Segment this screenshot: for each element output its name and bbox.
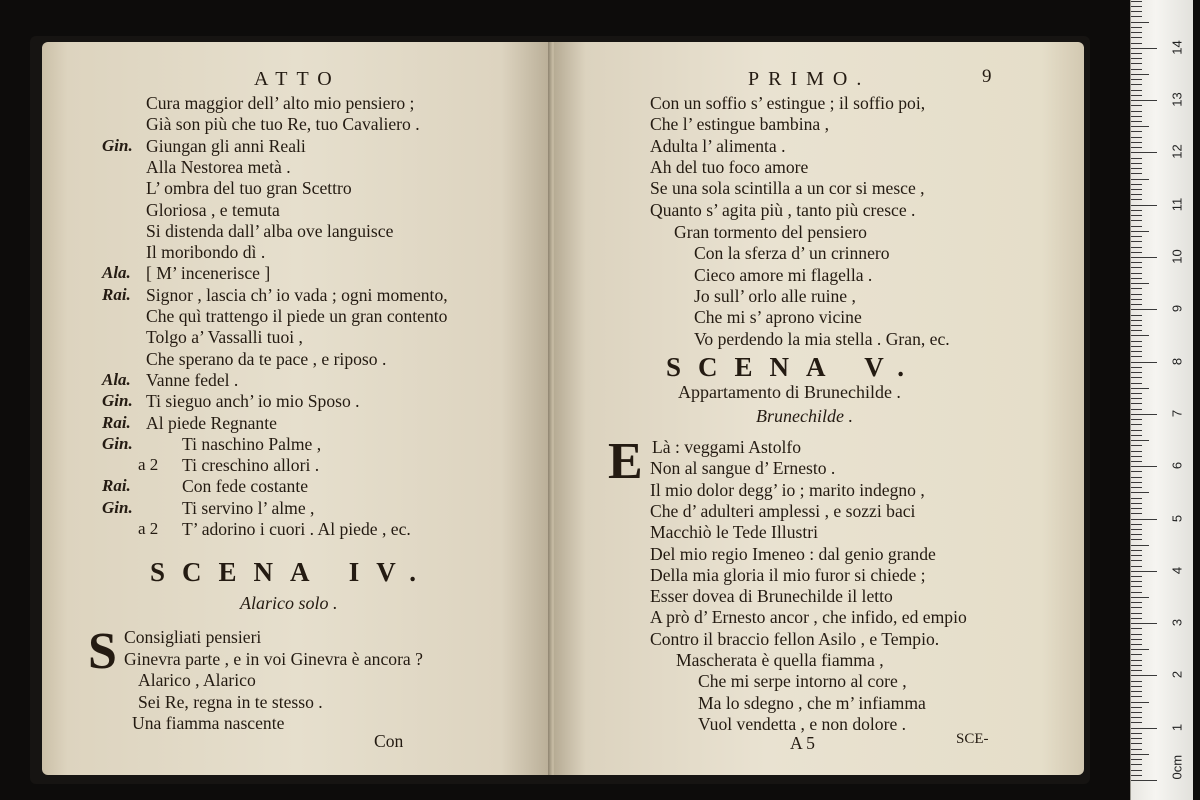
ruler-number: 8 (1169, 357, 1185, 365)
speaker-tag: a 2 (138, 455, 159, 475)
ruler-number: 2 (1169, 671, 1185, 679)
verse-line: A prò d’ Ernesto ancor , che infido, ed empio (650, 607, 967, 628)
aria-line: Con la sferza d’ un crinnero (694, 243, 890, 264)
ruler-tick (1131, 377, 1142, 378)
verse-line: Ginevra parte , e in voi Ginevra è ancora ? (124, 648, 423, 669)
ruler-tick (1131, 257, 1157, 258)
ruler-tick (1131, 775, 1142, 776)
verse-line: T’ adorino i cuori . Al piede , ec. (182, 519, 411, 539)
scene-character-alarico: Alarico solo . (240, 593, 338, 613)
ruler-tick (1131, 754, 1149, 755)
ruler-tick (1131, 58, 1142, 59)
ruler-tick (1131, 586, 1142, 587)
ruler-tick (1131, 414, 1157, 415)
ruler-tick (1131, 581, 1142, 582)
ruler-tick (1131, 618, 1142, 619)
ruler-tick (1131, 681, 1142, 682)
ruler-tick (1131, 639, 1142, 640)
ruler-tick (1131, 210, 1142, 211)
ruler-tick (1131, 534, 1142, 535)
ruler-tick (1131, 95, 1142, 96)
ruler-tick (1131, 529, 1142, 530)
ruler-tick (1131, 194, 1142, 195)
ruler-number: 1 (1169, 723, 1185, 731)
verse-line: Esser dovea di Brunechilde il letto (650, 586, 893, 607)
ruler-tick (1131, 74, 1149, 75)
ruler-tick (1131, 759, 1142, 760)
ruler-tick (1131, 550, 1142, 551)
verse-line: Della mia gloria il mio furor si chiede ; (650, 564, 926, 585)
ruler-tick (1131, 602, 1142, 603)
ruler-tick (1131, 48, 1157, 49)
ruler-tick (1131, 477, 1142, 478)
speaker-tag: Gin. (102, 497, 133, 517)
ruler-tick (1131, 487, 1142, 488)
ruler-tick (1131, 231, 1149, 232)
verse-line: Alarico , Alarico (138, 670, 256, 690)
ruler-tick (1131, 393, 1142, 394)
ruler-tick (1131, 90, 1142, 91)
ruler-tick (1131, 451, 1142, 452)
verse-line: Una fiamma nascente (132, 713, 285, 733)
ruler-tick (1131, 424, 1142, 425)
speaker-tag: Rai. (102, 284, 131, 304)
ruler-tick (1131, 644, 1142, 645)
ruler-tick (1131, 116, 1142, 117)
ruler-tick (1131, 665, 1142, 666)
ruler-tick (1131, 660, 1142, 661)
verse-line: Già son più che tuo Re, tuo Cavaliero . (146, 114, 420, 135)
speaker-tag: Ala. (102, 369, 131, 389)
ruler-number: 9 (1169, 305, 1185, 313)
verse-line: Del mio regio Imeneo : dal genio grande (650, 543, 936, 564)
aria-line: Che mi s’ aprono vicine (694, 307, 862, 328)
ruler-tick (1131, 126, 1149, 127)
ruler-tick (1131, 749, 1142, 750)
ruler-tick (1131, 435, 1142, 436)
ruler-tick (1131, 440, 1149, 441)
verse-line: Consigliati pensieri (124, 627, 262, 647)
ruler-tick (1131, 278, 1142, 279)
ruler-tick (1131, 351, 1142, 352)
ruler-number: 5 (1169, 514, 1185, 522)
ruler-tick (1131, 403, 1142, 404)
verse-line: Ti sieguo anch’ io mio Sposo . (146, 391, 360, 412)
verse-line: Con fede costante (182, 476, 309, 497)
ruler-tick (1131, 712, 1142, 713)
ruler-tick (1131, 168, 1142, 169)
ruler-tick (1131, 503, 1142, 504)
ruler-tick (1131, 560, 1142, 561)
verse-line: Vanne fedel . (146, 369, 239, 390)
ruler-tick (1131, 11, 1142, 12)
ruler-tick (1131, 346, 1142, 347)
ruler-tick (1131, 675, 1157, 676)
ruler-tick (1131, 137, 1142, 138)
ruler-tick (1131, 764, 1142, 765)
ruler-tick (1131, 84, 1142, 85)
ruler-tick (1131, 461, 1142, 462)
ruler-tick (1131, 691, 1142, 692)
aria-line: Jo sull’ orlo alle ruine , (694, 285, 856, 306)
ruler-tick (1131, 304, 1142, 305)
ruler-tick (1131, 686, 1142, 687)
ruler-tick (1131, 372, 1142, 373)
ruler-tick (1131, 592, 1142, 593)
verse-line: Gloriosa , e temuta (146, 199, 280, 220)
ruler-tick (1131, 780, 1157, 781)
ruler-tick (1131, 492, 1149, 493)
verse-line: Se una sola scintilla a un cor si mesce , (650, 178, 925, 199)
ruler-tick (1131, 770, 1142, 771)
ruler-tick (1131, 199, 1142, 200)
verse-line: Ah del tuo foco amore (650, 156, 809, 177)
ruler-tick (1131, 27, 1142, 28)
ruler-number: 3 (1169, 618, 1185, 627)
verse-line: L’ ombra del tuo gran Scettro (146, 178, 352, 199)
verse-line: Che l’ estingue bambina , (650, 114, 829, 135)
ruler-tick (1131, 571, 1157, 572)
ruler-tick (1131, 100, 1157, 101)
ruler-number: 10 (1169, 249, 1185, 264)
verse-line: Cura maggior dell’ alto mio pensiero ; (146, 93, 415, 113)
ruler-tick (1131, 152, 1157, 153)
speaker-tag: Rai. (102, 412, 131, 432)
signature-mark: A 5 (790, 733, 815, 753)
ruler-tick (1131, 6, 1142, 7)
ruler-tick (1131, 634, 1142, 635)
verse-line: Signor , lascia ch’ io vada ; ogni momento, (146, 284, 448, 305)
right-page (554, 42, 1084, 775)
ruler-tick (1131, 670, 1142, 671)
ruler-tick (1131, 623, 1157, 624)
ruler-tick (1131, 367, 1142, 368)
scene-character-brunechilde: Brunechilde . (756, 406, 853, 426)
ruler-tick (1131, 456, 1142, 457)
measuring-ruler (1130, 0, 1193, 800)
ruler-tick (1131, 79, 1142, 80)
ruler-tick (1131, 299, 1142, 300)
ruler-tick (1131, 262, 1142, 263)
ruler-tick (1131, 294, 1142, 295)
verse-line: Mascherata è quella fiamma , (676, 650, 884, 670)
ruler-tick (1131, 738, 1142, 739)
ruler-tick (1131, 597, 1149, 598)
verse-line: Vuol vendetta , e non dolore . (698, 713, 907, 734)
speaker-tag: Ala. (102, 263, 131, 283)
ruler-tick (1131, 539, 1142, 540)
ruler-number: 4 (1169, 566, 1185, 574)
ruler-tick (1131, 707, 1142, 708)
ruler-tick (1131, 226, 1142, 227)
ruler-tick (1131, 309, 1157, 310)
ruler-number: 13 (1169, 92, 1185, 107)
drop-cap-e: E (608, 433, 643, 490)
ruler-tick (1131, 53, 1142, 54)
ruler-tick (1131, 524, 1142, 525)
verse-line: Che sperano da te pace , e riposo . (146, 348, 387, 369)
ruler-tick (1131, 330, 1142, 331)
ruler-tick (1131, 513, 1142, 514)
scene-place: Appartamento di Brunechilde . (678, 382, 901, 402)
ruler-tick (1131, 566, 1142, 567)
ruler-tick (1131, 158, 1142, 159)
verse-line: Adulta l’ alimenta . (650, 135, 786, 156)
verse-line: Ma lo sdegno , che m’ infiamma (698, 692, 926, 713)
verse-line: Là : veggami Astolfo (652, 437, 802, 457)
verse-line: Che quì trattengo il piede un gran contento (146, 306, 448, 326)
ruler-tick (1131, 482, 1142, 483)
ruler-tick (1131, 1, 1142, 2)
ruler-tick (1131, 220, 1142, 221)
ruler-tick (1131, 728, 1157, 729)
ruler-tick (1131, 131, 1142, 132)
ruler-tick (1131, 508, 1142, 509)
ruler-tick (1131, 121, 1142, 122)
ruler-tick (1131, 241, 1142, 242)
catchword-left: Con (374, 731, 404, 751)
verse-line: Non al sangue d’ Ernesto . (650, 458, 836, 479)
ruler-tick (1131, 335, 1149, 336)
ruler-number: 14 (1169, 40, 1185, 55)
ruler-tick (1131, 63, 1142, 64)
ruler-tick (1131, 498, 1142, 499)
ruler-tick (1131, 32, 1142, 33)
ruler-tick (1131, 283, 1149, 284)
ruler-tick (1131, 105, 1142, 106)
ruler-tick (1131, 398, 1142, 399)
aria-line: Gran tormento del pensiero (674, 222, 867, 242)
ruler-tick (1131, 419, 1142, 420)
ruler-tick (1131, 173, 1142, 174)
verse-line: [ M’ incenerisce ] (146, 263, 271, 284)
ruler-tick (1131, 16, 1142, 17)
ruler-tick (1131, 649, 1149, 650)
ruler-tick (1131, 654, 1142, 655)
verse-line: Ti creschino allori . (182, 455, 320, 476)
verse-line: Sei Re, regna in te stesso . (138, 691, 323, 712)
ruler-tick (1131, 628, 1142, 629)
speaker-tag: Gin. (102, 135, 133, 155)
ruler-tick (1131, 215, 1142, 216)
ruler-tick (1131, 163, 1142, 164)
ruler-tick (1131, 189, 1142, 190)
ruler-tick (1131, 362, 1157, 363)
ruler-tick (1131, 445, 1142, 446)
verse-line: Che d’ adulteri amplessi , e sozzi baci (650, 500, 916, 521)
ruler-tick (1131, 22, 1149, 23)
ruler-tick (1131, 722, 1142, 723)
ruler-tick (1131, 147, 1142, 148)
verse-line: Quanto s’ agita più , tanto più cresce . (650, 199, 916, 220)
verse-line: Macchiò le Tede Illustri (650, 522, 818, 543)
ruler-tick (1131, 69, 1142, 70)
ruler-tick (1131, 320, 1142, 321)
scene-heading-v: SCENA V. (666, 352, 922, 382)
verse-line: Giungan gli anni Reali (146, 135, 306, 156)
verse-line: Che mi serpe intorno al core , (698, 671, 907, 692)
verse-line: Il moribondo dì . (146, 242, 266, 263)
ruler-tick (1131, 388, 1149, 389)
ruler-number: 12 (1169, 144, 1185, 160)
ruler-tick (1131, 743, 1142, 744)
verse-line: Ti naschino Palme , (182, 433, 322, 454)
ruler-tick (1131, 545, 1149, 546)
ruler-tick (1131, 111, 1142, 112)
ruler-tick (1131, 607, 1142, 608)
ruler-tick (1131, 613, 1142, 614)
ruler-tick (1131, 733, 1142, 734)
running-head-right: PRIMO. (748, 68, 871, 90)
ruler-tick (1131, 236, 1142, 237)
verse-line: Con un soffio s’ estingue ; il soffio poi, (650, 93, 926, 113)
ruler-tick (1131, 179, 1149, 180)
ruler-tick (1131, 252, 1142, 253)
ruler-tick (1131, 288, 1142, 289)
catchword-right: SCE- (956, 731, 989, 747)
verse-line: Tolgo a’ Vassalli tuoi , (146, 327, 303, 348)
ruler-tick (1131, 717, 1142, 718)
verse-line: Al piede Regnante (146, 412, 277, 433)
verse-line: Il mio dolor degg’ io ; marito indegno , (650, 479, 925, 500)
ruler-tick (1131, 325, 1142, 326)
speaker-tag: Gin. (102, 433, 133, 453)
ruler-tick (1131, 696, 1142, 697)
verse-line: Ti servino l’ alme , (182, 497, 315, 518)
ruler-tick (1131, 519, 1157, 520)
speaker-tag: Rai. (102, 476, 131, 496)
ruler-tick (1131, 341, 1142, 342)
speaker-tag: a 2 (138, 519, 159, 538)
ruler-tick (1131, 205, 1157, 206)
ruler-tick (1131, 430, 1142, 431)
ruler-tick (1131, 273, 1142, 274)
ruler-number: 11 (1169, 197, 1185, 211)
ruler-tick (1131, 315, 1142, 316)
ruler-tick (1131, 576, 1142, 577)
scene-heading-iv: SCENA IV. (150, 557, 434, 587)
aria-line: Cieco amore mi flagella . (694, 264, 873, 285)
drop-cap-s: S (88, 623, 117, 680)
ruler-tick (1131, 37, 1142, 38)
verse-line: Contro il braccio fellon Asilo , e Tempio. (650, 628, 940, 649)
ruler-tick (1131, 702, 1149, 703)
running-head-left: ATTO (254, 68, 341, 90)
ruler-tick (1131, 247, 1142, 248)
verse-line: Si distenda dall’ alba ove languisce (146, 220, 394, 241)
speaker-tag: Gin. (102, 391, 133, 411)
aria-line: Vo perdendo la mia stella . Gran, ec. (694, 328, 950, 349)
ruler-tick (1131, 471, 1142, 472)
ruler-number: 0cm (1169, 754, 1185, 780)
verse-line: Alla Nestorea metà . (146, 156, 291, 177)
ruler-tick (1131, 466, 1157, 467)
ruler-tick (1131, 555, 1142, 556)
ruler-tick (1131, 383, 1142, 384)
ruler-number: 6 (1169, 462, 1185, 470)
ruler-number: 7 (1169, 409, 1185, 418)
ruler-tick (1131, 142, 1142, 143)
left-page (42, 42, 552, 775)
ruler-tick (1131, 184, 1142, 185)
ruler-tick (1131, 267, 1142, 268)
ruler-tick (1131, 409, 1142, 410)
ruler-tick (1131, 356, 1142, 357)
page-number: 9 (982, 66, 992, 87)
ruler-tick (1131, 43, 1142, 44)
